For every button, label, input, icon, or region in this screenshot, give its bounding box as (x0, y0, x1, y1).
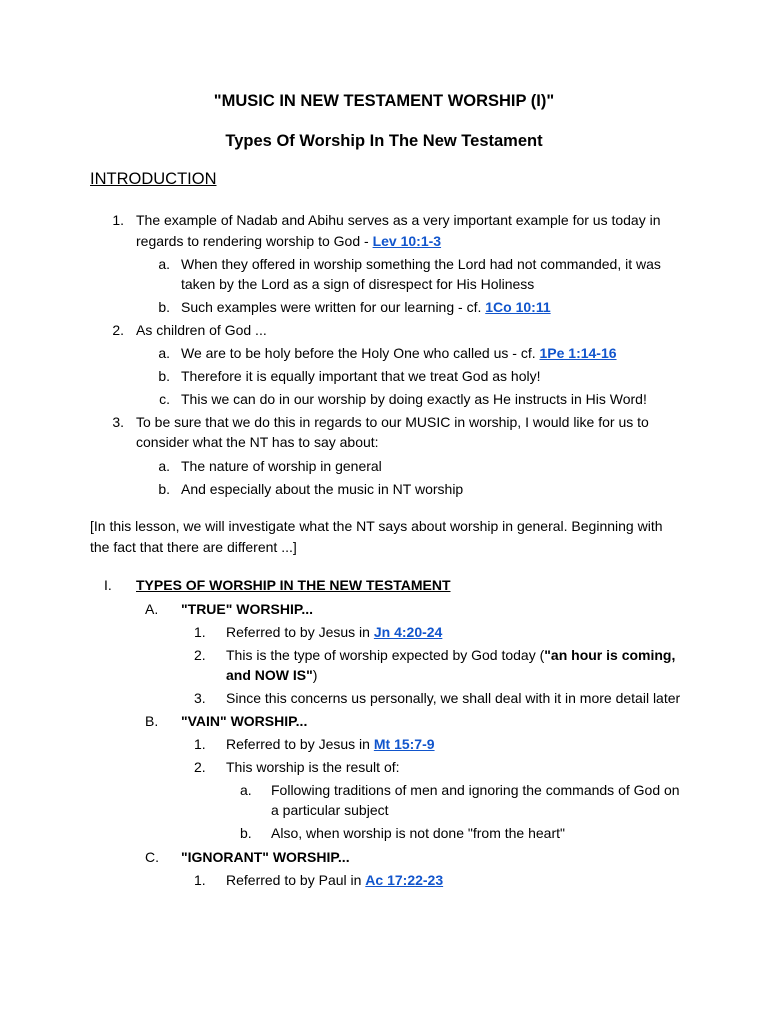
sub-item-text: Therefore it is equally important that we treat God as holy! (181, 368, 541, 384)
list-item-text: consider what the NT has to say about: (136, 434, 379, 450)
subsection-marker: C. (145, 849, 159, 865)
sub-item-marker: a. (158, 345, 170, 361)
section-heading: TYPES OF WORSHIP IN THE NEW TESTAMENT (136, 577, 451, 593)
point-text: and NOW IS") (226, 667, 318, 683)
sub-item-marker: b. (240, 825, 252, 841)
subsection-heading: "VAIN" WORSHIP... (181, 713, 308, 729)
sub-item-marker: a. (158, 256, 170, 272)
sub-item-marker: c. (159, 391, 170, 407)
sub-item-text: Also, when worship is not done "from the heart" (271, 825, 565, 841)
introduction-heading: INTRODUCTION (90, 170, 217, 188)
point-text: This is the type of worship expected by God today ("an hour is coming, (226, 647, 676, 663)
scripture-link[interactable]: 1Pe 1:14-16 (539, 345, 617, 361)
scripture-link[interactable]: Lev 10:1-3 (372, 233, 442, 249)
list-item-text: regards to rendering worship to God - Lev 10:1-3 (136, 233, 442, 249)
point-text: Since this concerns us personally, we shall deal with it in more detail later (226, 690, 681, 706)
subsection-marker: A. (145, 601, 159, 617)
sub-item-marker: a. (240, 782, 252, 798)
list-item-text: The example of Nadab and Abihu serves as a very important example for us today in (136, 212, 661, 228)
list-number: 3. (112, 414, 124, 430)
document-title: "MUSIC IN NEW TESTAMENT WORSHIP (I)" (213, 92, 555, 110)
sub-item-text: Following traditions of men and ignoring the commands of God on (271, 782, 680, 798)
point-number: 1. (194, 736, 206, 752)
list-number: 2. (112, 322, 124, 338)
sub-item-marker: a. (158, 458, 170, 474)
scripture-link[interactable]: 1Co 10:11 (485, 299, 551, 315)
sub-item-text: This we can do in our worship by doing exactly as He instructs in His Word! (181, 391, 647, 407)
point-number: 3. (194, 690, 206, 706)
sub-item-text: The nature of worship in general (181, 458, 382, 474)
document-subtitle: Types Of Worship In The New Testament (225, 132, 543, 150)
sub-item-text: And especially about the music in NT worship (181, 481, 464, 497)
subsection-marker: B. (145, 713, 159, 729)
lesson-note: [In this lesson, we will investigate what the NT says about worship in general. Beginning with (90, 518, 663, 534)
sub-item-text: Such examples were written for our learning - cf. 1Co 10:11 (181, 299, 551, 315)
section-numeral: I. (104, 577, 112, 593)
point-text: Referred to by Paul in Ac 17:22-23 (226, 872, 444, 888)
list-item-text: To be sure that we do this in regards to our MUSIC in worship, I would like for us to (136, 414, 649, 430)
lesson-note: the fact that there are different ...] (90, 539, 297, 555)
point-number: 1. (194, 624, 206, 640)
list-item-text: As children of God ... (136, 322, 267, 338)
sub-item-text: taken by the Lord as a sign of disrespect for His Holiness (181, 276, 535, 292)
subsection-heading: "IGNORANT" WORSHIP... (181, 849, 350, 865)
point-number: 1. (194, 872, 206, 888)
point-text: Referred to by Jesus in Mt 15:7-9 (226, 736, 435, 752)
subsection-heading: "TRUE" WORSHIP... (181, 601, 314, 617)
sub-item-text: a particular subject (271, 802, 389, 818)
point-number: 2. (194, 759, 206, 775)
sub-item-text: When they offered in worship something the Lord had not commanded, it was (181, 256, 661, 272)
sub-item-marker: b. (158, 481, 170, 497)
sub-item-text: We are to be holy before the Holy One who called us - cf. 1Pe 1:14-16 (181, 345, 617, 361)
list-number: 1. (112, 212, 124, 228)
scripture-link[interactable]: Ac 17:22-23 (365, 872, 444, 888)
scripture-link[interactable]: Mt 15:7-9 (373, 736, 435, 752)
sub-item-marker: b. (158, 368, 170, 384)
point-text: This worship is the result of: (226, 759, 400, 775)
scripture-link[interactable]: Jn 4:20-24 (373, 624, 443, 640)
point-number: 2. (194, 647, 206, 663)
point-text: Referred to by Jesus in Jn 4:20-24 (226, 624, 443, 640)
sub-item-marker: b. (158, 299, 170, 315)
